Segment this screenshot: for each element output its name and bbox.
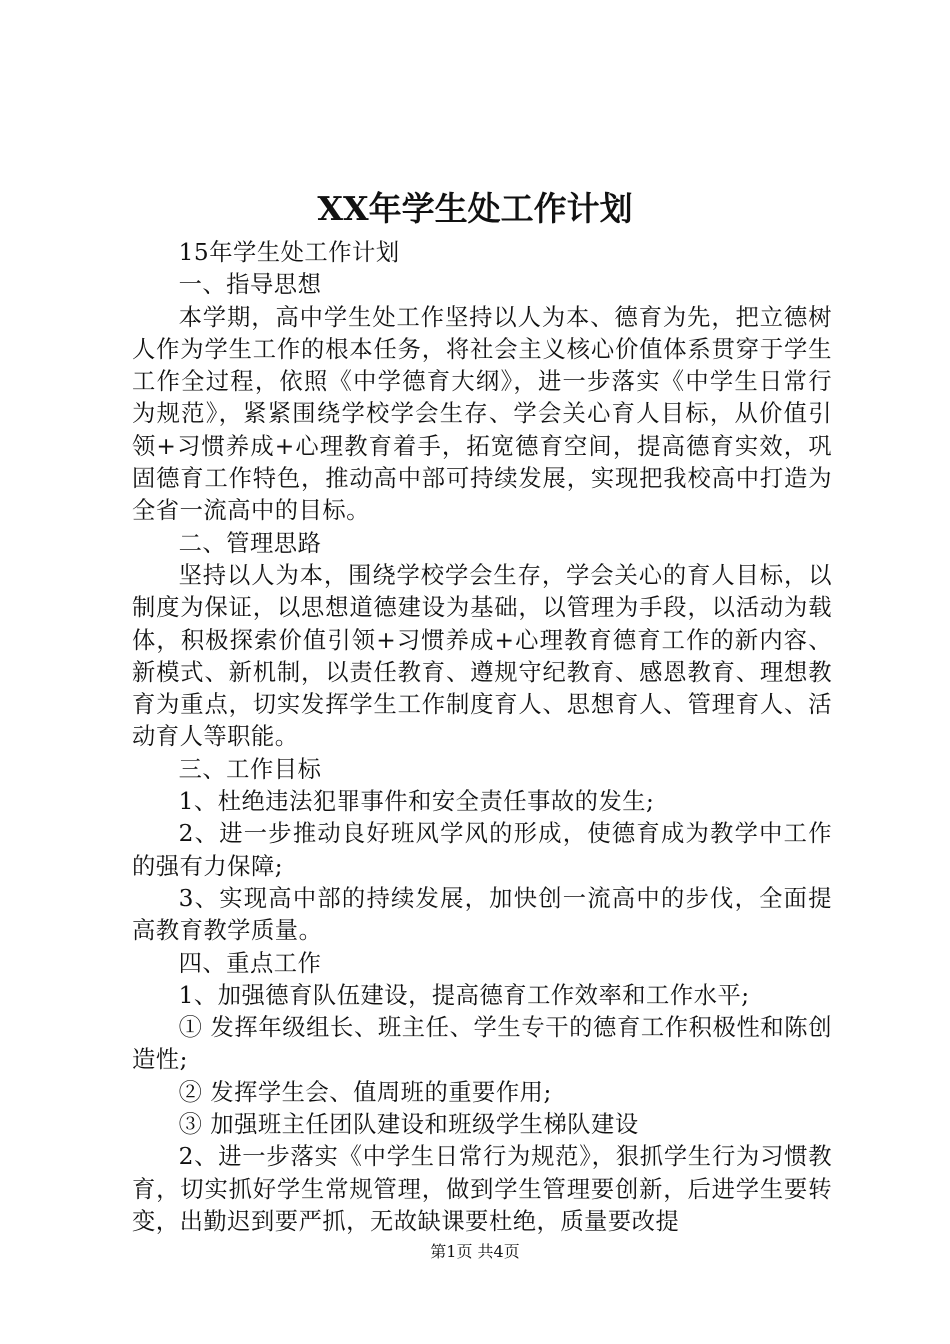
list-item-goal-3: 3、实现高中部的持续发展，加快创一流高中的步伐，全面提高教育教学质量。: [132, 884, 832, 945]
section-heading-key-work: 四、重点工作: [178, 949, 322, 977]
document-body: [132, 237, 832, 1238]
section-heading-work-goals: 三、工作目标: [178, 755, 322, 783]
list-item-goal-1: 1、杜绝违法犯罪事件和安全责任事故的发生;: [178, 788, 655, 816]
paragraph-guiding-thought: 本学期，高中学生处工作坚持以人为本、德育为先，把立德树人作为学生工作的根本任务，将社会主义核心价值体系贯穿于学生工作全过程，依照《中学德育大纲》，进一步落实《中学生日常行为规范》，紧紧围绕学校学会生存、学会关心育人目标，从价值引领+习惯养成+心理教育着手，拓宽德育空间，提高德育实效，巩固德育工作特色，推动高中部可持续发展，实现把我校高中打造为全省一流高中的目标。: [132, 303, 832, 525]
list-item-sub-1: ① 发挥年级组长、班主任、学生专干的德育工作积极性和陈创造性;: [132, 1014, 832, 1074]
list-item-sub-2: ② 发挥学生会、值周班的重要作用;: [178, 1078, 552, 1106]
paragraph-management-approach: 坚持以人为本，围绕学校学会生存，学会关心的育人目标，以制度为保证，以思想道德建设为基础，以管理为手段，以活动为载体，积极探索价值引领+习惯养成+心理教育德育工作的新内容、新模式、新机制，以责任教育、遵规守纪教育、感恩教育、理想教育为重点，切实发挥学生工作制度育人、思想育人、管理育人、活动育人等职能。: [132, 561, 832, 751]
list-item-goal-2: 2、进一步推动良好班风学风的形成，使德育成为教学中工作的强有力保障;: [132, 820, 832, 880]
paragraph-subtitle: 15年学生处工作计划: [178, 239, 400, 266]
list-item-key-work-2: 2、进一步落实《中学生日常行为规范》，狠抓学生行为习惯教育，切实抓好学生常规管理，做到学生管理要创新，后进学生要转变，出勤迟到要严抓，无故缺课要杜绝，质量要改提: [132, 1143, 832, 1235]
section-heading-guiding-thought: 一、指导思想: [178, 271, 322, 299]
section-heading-management-approach: 二、管理思路: [178, 529, 322, 557]
list-item-key-work-1: 1、加强德育队伍建设，提高德育工作效率和工作水平;: [178, 981, 750, 1009]
list-item-sub-3: ③ 加强班主任团队建设和班级学生梯队建设: [178, 1111, 639, 1139]
document-title: XX年学生处工作计划: [317, 189, 633, 228]
page-footer: 第1页 共4页: [430, 1242, 520, 1261]
